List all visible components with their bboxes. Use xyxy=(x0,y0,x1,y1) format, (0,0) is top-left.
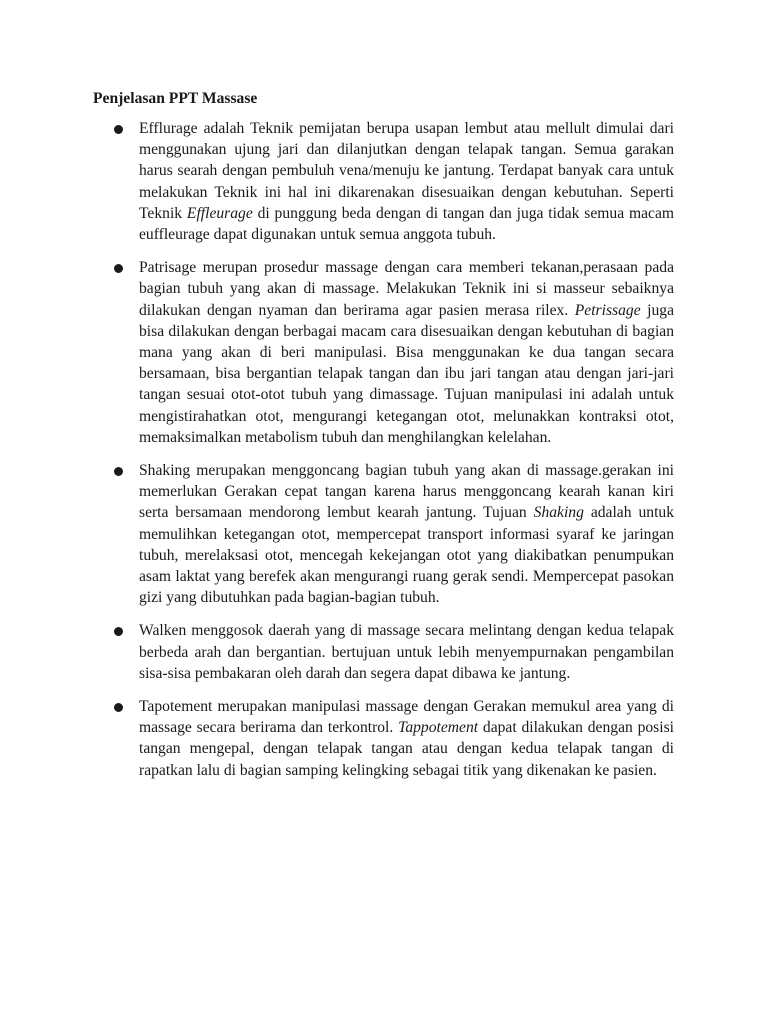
list-item-text-part: Patrisage merupan prosedur massage dengan cara memberi tekanan,perasaan pada bagian tubuh yang akan di massage. Melakukan Teknik ini si masseur sebaiknya dilakukan dengan nyaman dan berirama agar pasien merasa rilex. xyxy=(139,259,674,319)
bullet-icon xyxy=(114,264,123,273)
list-item-text-part: di punggung beda dengan di tangan dan juga tidak semua macam euffleurage dapat digunakan untuk semua anggota tubuh. xyxy=(139,204,674,244)
bullet-list xyxy=(0,118,768,793)
list-item xyxy=(139,620,674,684)
list-item-text-part: Efflurage adalah Teknik pemijatan berupa usapan lembut atau mellult dimulai dari menggunakan ujung jari dan dilanjutkan dengan telapak tangan. Semua garakan harus searah dengan pembuluh vena/menuju ke jantung. Terdapat banyak cara untuk melakukan Teknik ini hal ini dikarenakan disesuaikan dengan kebutuhan. Seperti Teknik xyxy=(139,120,674,222)
list-item-text-part: juga bisa dilakukan dengan berbagai macam cara disesuaikan dengan kebutuhan di bagian mana yang akan di beri manipulasi. Bisa menggunakan ke dua tangan secara bersamaan, bisa bergantian telapak tangan dan ibu jari tangan atau dengan jari-jari tangan sesuai otot-otot tubuh yang dimassage. Tujuan manipulasi ini adalah untuk mengistirahatkan otot, mengurangi ketegangan otot, melunakkan kontraksi otot, memaksimalkan metabolism tubuh dan menghilangkan kelelahan. xyxy=(139,301,674,446)
bullet-icon xyxy=(114,467,123,476)
list-item xyxy=(139,118,674,245)
list-item-italic-term: Petrissage xyxy=(574,301,641,319)
bullet-icon xyxy=(114,627,123,636)
list-item xyxy=(139,257,674,448)
list-item-text-part: Tapotement merupakan manipulasi massage dengan Gerakan memukul area yang di massage secara berirama dan terkontrol. xyxy=(139,698,674,737)
list-item-text xyxy=(139,622,674,681)
list-item-text-part: Shaking merupakan menggoncang bagian tubuh yang akan di massage.gerakan ini memerlukan Gerakan cepat tangan karena harus menggoncang kearah kanan kiri serta bersamaan mendorong lembut kearah jantung. Tujuan xyxy=(139,462,674,522)
list-item xyxy=(139,696,674,781)
list-item-text-part: Walken menggosok daerah yang di massage secara melintang dengan kedua telapak berbeda arah dan bergantian. bertujuan untuk lebih menyempurnakan pengambilan sisa-sisa pembakaran oleh darah dan segera dapat dibawa ke jantung. xyxy=(139,622,674,682)
list-item-italic-term: Effleurage xyxy=(186,204,253,222)
list-item xyxy=(139,460,674,608)
bullet-icon xyxy=(114,703,123,712)
list-item-italic-term: Shaking xyxy=(533,504,584,522)
list-item-text-part: adalah untuk memulihkan ketegangan otot, mempercepat transport informasi syaraf ke jaringan tubuh, merelaksasi otot, mencegah kekejangan otot yang diakibatkan penumpukan asam laktat yang berefek akan mengurangi ruang gerak sendi. Mempercepat pasokan gizi yang dibutuhkan pada bagian-bagian tubuh. xyxy=(139,504,674,607)
list-item-text xyxy=(139,120,674,243)
list-item-text xyxy=(139,698,674,779)
bullet-icon xyxy=(114,125,123,134)
list-item-text-part: dapat dilakukan dengan posisi tangan mengepal, dengan telapak tangan atau dengan kedua telapak tangan di rapatkan lalu di bagian samping kelingking sebagai titik yang dikenakan ke pasien. xyxy=(139,719,674,779)
list-item-italic-term: Tappotement xyxy=(398,719,479,737)
list-item-text xyxy=(139,462,674,606)
document-title: Penjelasan PPT Massase xyxy=(93,90,258,107)
list-item-text xyxy=(139,259,674,446)
